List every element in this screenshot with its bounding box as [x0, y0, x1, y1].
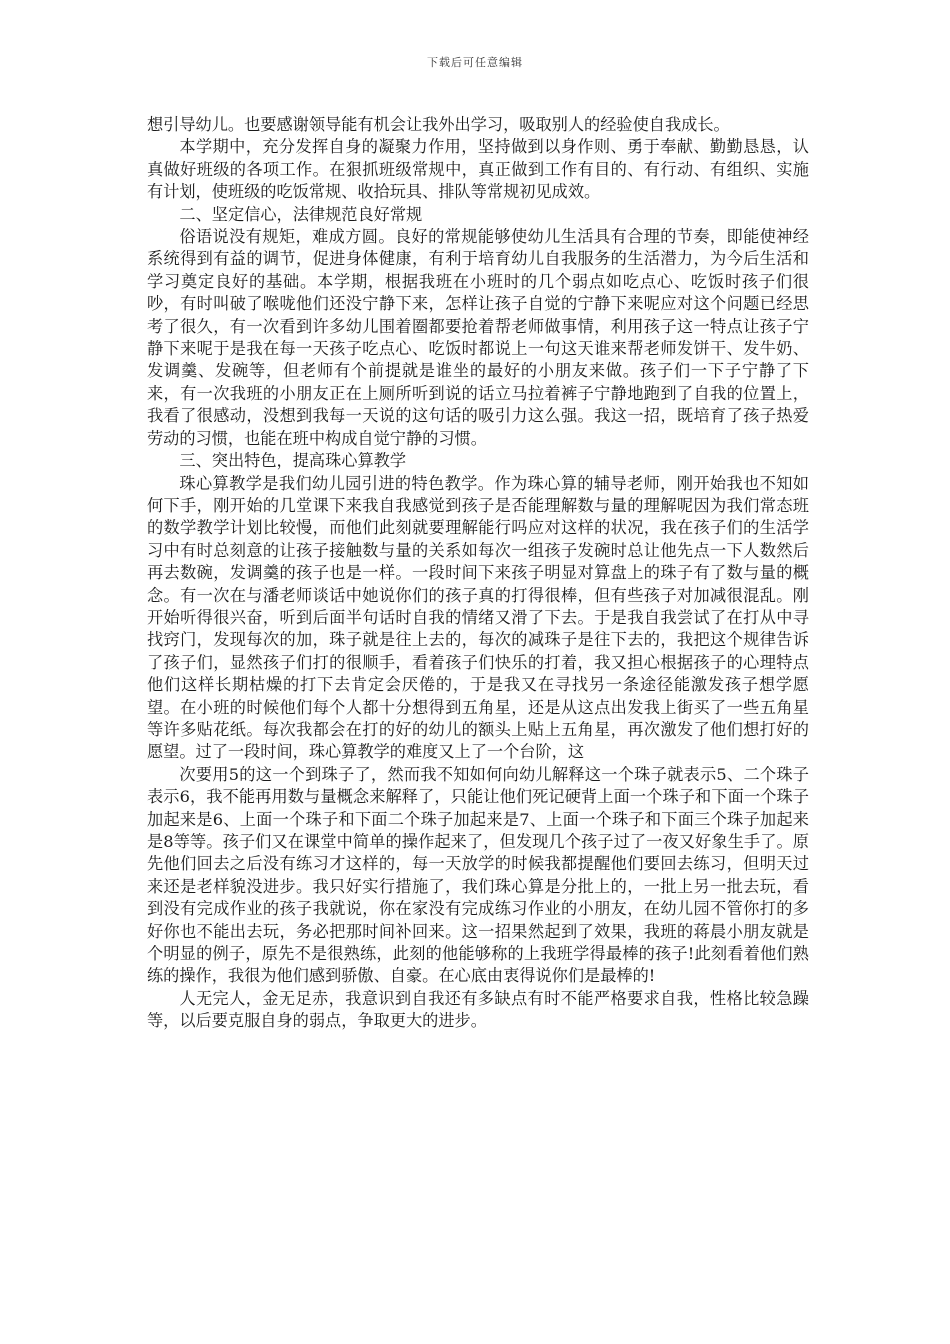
section-heading-abacus: 三、突出特色，提高珠心算教学: [179, 451, 407, 471]
paragraph-abacus-teaching: 珠心算教学是我们幼儿园引进的特色教学。作为珠心算的辅导老师，刚开始我也不知如何下手，刚开始的几堂课下来我自我感觉到孩子是否能理解数与量的理解呢因为我们常态班的数学教学计划比较慢，而他们此刻就要理解能行吗应对这样的状况，我在孩子们的生活学习中有时总刻意的让孩子接触数与量的关系如每次一组孩子发碗时总让他先点一下人数然后再去数碗，发调羹的孩子也是一样。一段时间下来孩子明显对算盘上的珠子有了数与量的概念。有一次在与潘老师谈话中她说你们的孩子真的打得很棒，但有些孩子对加减很混乱。刚开始听得很兴奋，听到后面半句话时自我的情绪又滑了下去。于是我自我尝试了在打从中寻找窍门，发现每次的加，珠子就是往上去的，每次的减珠子是往下去的，我把这个规律告诉了孩子们，显然孩子们打的很顺手，看着孩子们快乐的打着，我又担心根据孩子的心理特点他们这样长期枯燥的打下去肯定会厌倦的，于是我又在寻找另一条途径能激发孩子想学愿望。在小班的时候他们每个人都十分想得到五角星，还是从这点出发我上街买了一些五角星等许多贴花纸。每次我都会在打的好的幼儿的额头上贴上五角星，再次激发了他们想打好的愿望。过了一段时间，珠心算教学的难度又上了一个台阶，这: [147, 473, 809, 762]
paragraph-intro-continuation: 想引导幼儿。也要感谢领导能有机会让我外出学习，吸取别人的经验使自我成长。: [147, 115, 730, 134]
paragraph-abacus-five-bead: 次要用5的这一个到珠子了，然而我不知如何向幼儿解释这一个珠子就表示5、二个珠子表示6，我不能再用数与量概念来解释了，只能让他们死记硬背上面一个珠子和下面一个珠子加起来是6、上面一个珠子和下面二个珠子加起来是7、上面一个珠子和下面三个珠子加起来是8等等。孩子们又在课堂中简单的操作起来了，但发现几个孩子过了一夜又好象生手了。原先他们回去之后没有练习才这样的，每一天放学的时候我都提醒他们要回去练习，但明天过来还是老样貌没进步。我只好实行措施了，我们珠心算是分批上的，一批上另一批去玩，看到没有完成作业的孩子我就说，你在家没有完成练习作业的小朋友，在幼儿园不管你打的多好你也不能出去玩，务必把那时间补回来。这一招果然起到了效果，我班的蒋晨小朋友就是个明显的例子，原先不是很熟练，此刻的他能够称的上我班学得最棒的孩子!此刻看着他们熟练的操作，我很为他们感到骄傲、自豪。在心底由衷得说你们是最棒的!: [147, 764, 809, 986]
section-heading-routine: 二、坚定信心，法律规范良好常规: [179, 204, 423, 224]
page-header: 下载后可任意编辑: [427, 56, 523, 69]
paragraph-self-reflection: 人无完人，金无足赤，我意识到自我还有多缺点有时不能严格要求自我，性格比较急躁等，以后要克服自身的弱点，争取更大的进步。: [147, 988, 809, 1031]
paragraph-routine: 俗语说没有规矩，难成方圆。良好的常规能够使幼儿生活具有合理的节奏，即能使神经系统得到有益的调节，促进身体健康，有利于培育幼儿自我服务的生活潜力，为今后生活和学习奠定良好的基础。本学期，根据我班在小班时的几个弱点如吃点心、吃饭时孩子们很吵，有时叫破了喉咙他们还没宁静下来，怎样让孩子自觉的宁静下来呢应对这个问题已经思考了很久，有一次看到许多幼儿围着圈都要抢着帮老师做事情，利用孩子这一特点让孩子宁静下来呢于是我在每一天孩子吃点心、吃饭时都说上一句这天谁来帮老师发饼干、发牛奶、发调羹、发碗等，但老师有个前提就是谁坐的最好的小朋友来做。孩子们一下子宁静了下来，有一次我班的小朋友正在上厕所听到说的话立马拉着裤子宁静地跑到了自我的位置上，我看了很感动，没想到我每一天说的这句话的吸引力这么强。我这一招，既培育了孩子热爱劳动的习惯，也能在班中构成自觉宁静的习惯。: [147, 227, 809, 448]
paragraph-class-work: 本学期中，充分发挥自身的凝聚力作用，坚持做到以身作则、勇于奉献、勤勤恳恳，认真做好班级的各项工作。在狠抓班级常规中，真正做到工作有目的、有行动、有组织、实施有计划，使班级的吃饭常规、收拾玩具、排队等常规初见成效。: [147, 137, 809, 202]
document-body: [147, 114, 809, 1033]
